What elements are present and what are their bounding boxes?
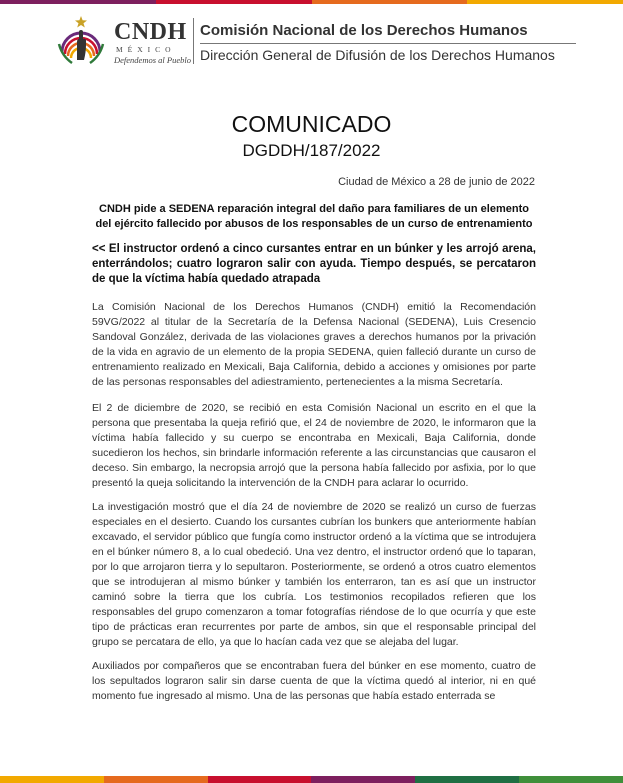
logo-name: CNDH [114,19,187,45]
organization-name: Comisión Nacional de los Derechos Humanos [200,22,528,39]
organization-block [200,22,576,64]
logo-country: MÉXICO [116,45,176,54]
body-paragraph-1: La Comisión Nacional de los Derechos Humanos (CNDH) emitió la Recomendación 59VG/2022 al titular de la Secretaría de la Defensa Nacional (SEDENA), Luis Cresencio Sandoval González, derivada de las violaciones graves a derechos humanos por la privación de la vida en agravio de un elemento de la propia SEDENA, quien falleció durante un curso de entrenamiento realizado en Mexicali, Baja California, debido a acciones y omisiones por parte de las personas responsables del adiestramiento, pertenecientes a la misma Secretaría. [92,301,536,388]
top-bar-segment-2 [156,0,312,4]
body-paragraph-3: La investigación mostró que el día 24 de noviembre de 2020 se realizó un curso de fuerzas especiales en el desierto. Cuando los cursantes cubrían los bunkers que anteriormente habían excavado, el servidor público que fungía como instructor ordenó a la víctima que se introdujera en el búnker número 8, a lo cual obedeció. Una vez dentro, el instructor ordenó que lo taparan, por lo que arrojaron tierra y lo sepultaron. Posteriormente, se ordenó a otros cuatro elementos que se introdujeran al mismo búnker y también los enterraron, tan es así que un instructor caminó sobre la tierra que los cubría. Los testimonios recopilados refieren que los responsables del grupo comenzaron a tomar fotografías riéndose de lo que ocurría y que este tipo de prácticas eran recurrentes por parte de ambos, sin que el responsable principal del grupo se percatara de ello, ya que lo hacían cada vez que se alejaba del lugar. [92,501,536,648]
document-number: DGDDH/187/2022 [242,141,381,160]
bottom-bar-segment-6 [519,776,623,783]
body-paragraph-4: Auxiliados por compañeros que se encontraban fuera del búnker en ese momento, cuatro de los sepultados lograron salir sin darse cuenta de que la víctima quedó al interior, ni en qué momento fue ingresado al mismo. Una de las personas que había estado enterrada se [92,660,536,702]
top-color-bar [0,0,623,4]
organization-rule [200,43,576,44]
logo-motto: Defendemos al Pueblo [114,55,191,65]
top-bar-segment-4 [467,0,623,4]
cndh-emblem-icon [56,14,106,66]
bottom-bar-segment-1 [0,776,104,783]
logo-wordmark [114,20,191,65]
organization-department: Dirección General de Difusión de los Derechos Humanos [200,47,555,63]
press-headline: CNDH pide a SEDENA reparación integral del daño para familiares de un elemento del ejército fallecido por abusos de los responsables de un curso de entrenamiento [95,203,533,230]
header-divider [193,18,194,64]
body-paragraph-2: El 2 de diciembre de 2020, se recibió en esta Comisión Nacional un escrito en el que la persona que presentaba la queja refirió que, el 24 de noviembre de 2020, le informaron que la víctima había fallecido y su cuerpo se encontraba en Mexicali, Baja California, donde sucedieron los hechos, sin brindarle información referente a las circunstancias que causaron el deceso. Sin embargo, la necropsia arrojó que la persona había fallecido por asfixia, por lo que presentó la queja solicitando la intervención de la CNDH para aclarar lo ocurrido. [92,402,536,489]
top-bar-segment-3 [312,0,468,4]
top-bar-segment-1 [0,0,156,4]
letterhead [56,12,576,72]
bottom-bar-segment-3 [208,776,312,783]
bottom-bar-segment-5 [415,776,519,783]
bottom-bar-segment-2 [104,776,208,783]
document-date: Ciudad de México a 28 de junio de 2022 [338,176,535,188]
bottom-bar-segment-4 [311,776,415,783]
document-type-title: COMUNICADO [231,111,392,137]
bottom-color-bar [0,776,623,783]
press-summary: << El instructor ordenó a cinco cursantes entrar en un búnker y les arrojó arena, enterrándolos; cuatro lograron salir con ayuda. Tiempo después, se percataron de que la víctima había quedado atrapada [92,243,536,285]
